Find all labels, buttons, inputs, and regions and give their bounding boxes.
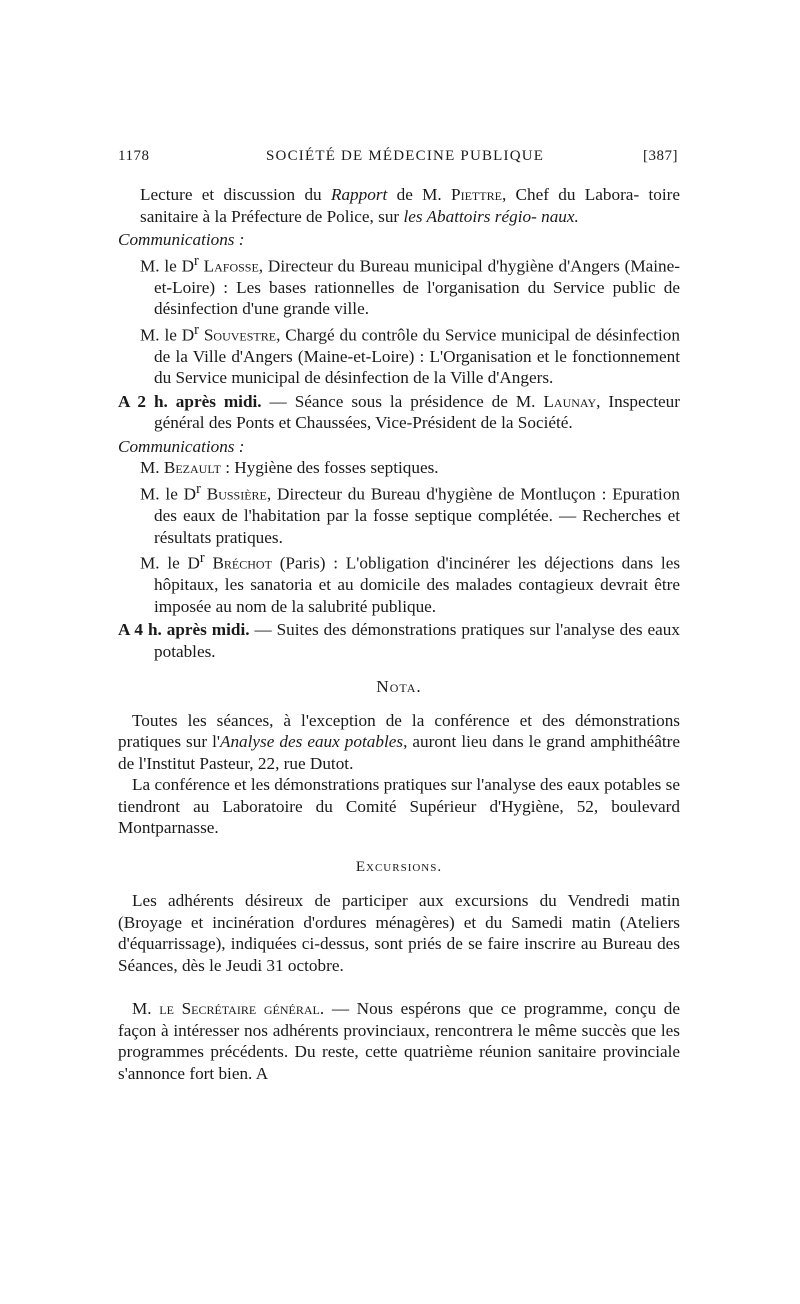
excursions-heading: Excursions. <box>355 858 443 875</box>
entry-souvestre <box>118 320 680 389</box>
running-title: SOCIÉTÉ DE MÉDECINE PUBLIQUE <box>266 148 545 164</box>
text-run: — Nous espérons que ce programme, conçu de façon à intéresser nos adhérents provinciaux, rencontrera le même succès que les programmes précédents. Du reste, cette quatrième réunion sanitaire provinciale s'annonce fort bien. A <box>118 999 680 1083</box>
text-run: Bréchot <box>204 553 272 573</box>
text-run: naux. <box>541 206 579 226</box>
text-run: Piettre <box>451 185 502 204</box>
text-run: r <box>199 550 205 567</box>
entry-brechot <box>118 548 680 617</box>
text-run: (Paris) : L'obligation d'incinérer les déjections dans les hôpitaux, les sanatoria et au domicile des malades contagieux devrait être imposée au nom de la salubrité publique. <box>154 553 681 616</box>
text-run: M. le D <box>140 553 200 573</box>
text-run: Bezault <box>163 458 221 478</box>
nota-heading: Nota. <box>376 677 422 697</box>
text-run: , Inspecteur général des Ponts et Chaussées, Vice-Président de la Société. <box>154 391 680 433</box>
text-run: M. le D <box>140 484 197 504</box>
text-run: r <box>196 480 201 497</box>
text-run: Analyse des eaux potables <box>219 732 404 752</box>
text-run: de M. <box>387 185 452 204</box>
excursions-paragraph: Les adhérents désireux de participer aux excursions du Vendredi matin (Broyage et incinération d'ordures ménagères) et du Samedi matin (Ateliers d'équarrissage), indiquées ci-dessus, sont priés de se faire inscrire au Bureau des Séances, dès le Jeudi 31 octobre. <box>118 891 680 975</box>
session-4h <box>118 619 680 662</box>
nota-paragraph-2: La conférence et les démonstrations pratiques sur l'analyse des eaux potables se tiendront au Laboratoire du Comité Supérieur d'Hygiène, 52, boulevard Montparnasse. <box>118 775 680 838</box>
entry-lafosse <box>118 251 680 320</box>
text-run: Bussière <box>200 484 267 504</box>
text-run: , Chargé du contrôle du Service municipal de désinfection de la Ville d'Angers (Maine-et-Loire) : L'Organisation et le fonctionnement du Service municipal de désinfection de la Ville d'Angers. <box>154 325 680 388</box>
session-2h <box>118 391 680 434</box>
text-run: , Chef du Labora- <box>501 185 640 204</box>
text-run: M. <box>140 458 164 478</box>
text-run: M. le D <box>140 256 195 276</box>
text-run: les Abattoirs régio- <box>403 206 537 226</box>
page-header <box>118 148 678 172</box>
text-run: , auront lieu dans le grand amphithéâtre de l'Institut Pasteur, 22, rue Dutot. <box>118 732 680 773</box>
entry-bezault <box>118 457 680 479</box>
lecture-paragraph <box>118 184 680 227</box>
text-run: Lafosse <box>198 256 259 276</box>
text-run: Toutes les séances, à l'exception de la conférence et des démonstrations pratiques sur l' <box>118 710 680 752</box>
text-run: Lecture et discussion du <box>140 185 331 204</box>
text-run: M. le Secrétaire général. <box>132 999 325 1019</box>
page-number: 1178 <box>118 148 150 164</box>
text-run: A 4 h. après midi. <box>118 620 250 640</box>
text-run: r <box>194 321 199 338</box>
communications-heading: Communications : <box>118 436 245 456</box>
text-run: Rapport <box>330 185 388 204</box>
text-run: A 2 h. après midi. <box>118 391 262 411</box>
text-run: , Directeur du Bureau d'hygiène de Montluçon : Epuration des eaux de l'habitation par la fosse septique complétée. — Recherches et résultats pratiques. <box>154 484 681 547</box>
communications-heading: Communications : <box>118 230 245 249</box>
text-run: — Suites des démonstrations pratiques sur l'analyse des eaux potables. <box>154 620 680 661</box>
text-run: toire sanitaire à la Préfecture de Police, sur <box>140 185 680 226</box>
secretaire-paragraph <box>118 998 680 1084</box>
page-body <box>118 184 680 1084</box>
entry-bussiere <box>118 479 680 548</box>
text-run: r <box>194 252 199 269</box>
text-run: Launay <box>543 391 597 411</box>
text-run: Souvestre <box>198 325 277 345</box>
text-run: M. le D <box>140 325 195 345</box>
text-run: — Séance sous la présidence de M. <box>261 391 544 411</box>
page-reference: [387] <box>643 148 678 164</box>
text-run: , Directeur du Bureau municipal d'hygiène d'Angers (Maine-et-Loire) : Les bases rationnelles de l'organisation du Service public de désinfection d'une grande ville. <box>154 256 680 319</box>
nota-paragraph-1 <box>118 710 680 775</box>
text-run: : Hygiène des fosses septiques. <box>220 458 439 478</box>
